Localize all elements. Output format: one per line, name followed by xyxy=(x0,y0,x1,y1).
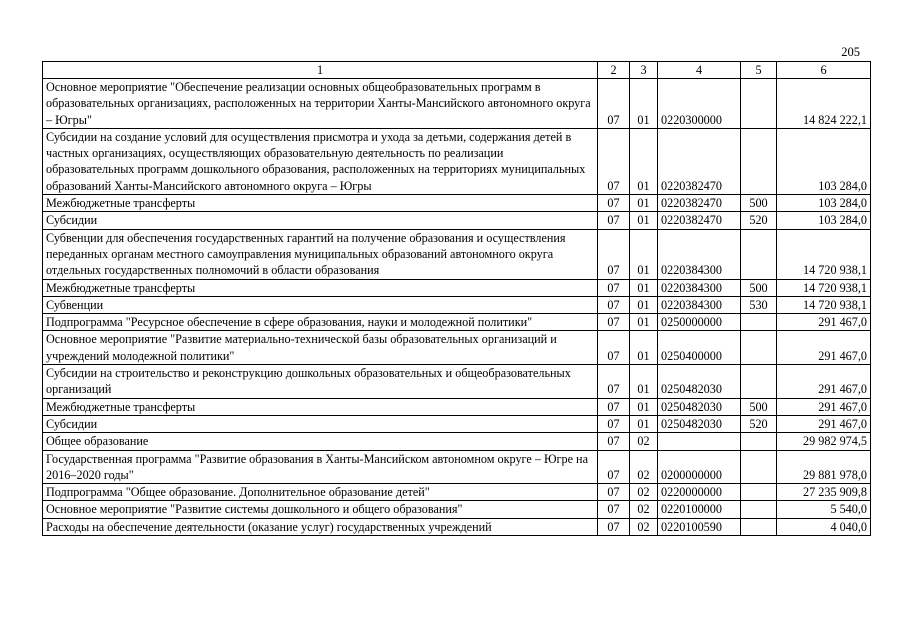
column-header: 6 xyxy=(777,62,871,79)
expense-type-code-cell: 500 xyxy=(741,279,777,296)
target-article-code-cell: 0220382470 xyxy=(658,195,741,212)
target-article-code-cell: 0200000000 xyxy=(658,450,741,484)
section-code-cell: 07 xyxy=(598,518,630,535)
amount-cell: 27 235 909,8 xyxy=(777,484,871,501)
target-article-code-cell: 0220384300 xyxy=(658,279,741,296)
amount-cell: 291 467,0 xyxy=(777,331,871,365)
section-code-cell: 07 xyxy=(598,296,630,313)
section-code-cell: 07 xyxy=(598,195,630,212)
table-row xyxy=(43,229,871,279)
table-row xyxy=(43,450,871,484)
subsection-code-cell: 02 xyxy=(630,484,658,501)
table-row xyxy=(43,518,871,535)
section-code-cell: 07 xyxy=(598,279,630,296)
table-row xyxy=(43,296,871,313)
row-name-cell: Субсидии xyxy=(43,415,598,432)
table-header-row xyxy=(43,62,871,79)
amount-cell: 29 881 978,0 xyxy=(777,450,871,484)
section-code-cell: 07 xyxy=(598,229,630,279)
budget-table xyxy=(42,61,871,536)
subsection-code-cell: 01 xyxy=(630,365,658,399)
row-name-cell: Межбюджетные трансферты xyxy=(43,279,598,296)
target-article-code-cell: 0220100590 xyxy=(658,518,741,535)
amount-cell: 14 720 938,1 xyxy=(777,279,871,296)
amount-cell: 5 540,0 xyxy=(777,501,871,518)
expense-type-code-cell xyxy=(741,433,777,450)
row-name-cell: Субвенции xyxy=(43,296,598,313)
expense-type-code-cell xyxy=(741,365,777,399)
row-name-cell: Расходы на обеспечение деятельности (оказание услуг) государственных учреждений xyxy=(43,518,598,535)
expense-type-code-cell xyxy=(741,314,777,331)
subsection-code-cell: 01 xyxy=(630,314,658,331)
row-name-cell: Основное мероприятие "Обеспечение реализации основных общеобразовательных программ в образовательных организациях, расположенных на территории Ханты-Мансийского автономного округа – Югры" xyxy=(43,79,598,129)
section-code-cell: 07 xyxy=(598,501,630,518)
section-code-cell: 07 xyxy=(598,314,630,331)
target-article-code-cell: 0250482030 xyxy=(658,398,741,415)
expense-type-code-cell: 500 xyxy=(741,398,777,415)
target-article-code-cell: 0220300000 xyxy=(658,79,741,129)
row-name-cell: Межбюджетные трансферты xyxy=(43,398,598,415)
row-name-cell: Субсидии на создание условий для осуществления присмотра и ухода за детьми, содержания детей в частных организациях, осуществляющих образовательную деятельность по реализации образовательных программ дошкольного образования, расположенных на территориях муниципальных образований Ханты-Мансийского автономного округа – Югры xyxy=(43,128,598,194)
section-code-cell: 07 xyxy=(598,128,630,194)
column-header: 3 xyxy=(630,62,658,79)
section-code-cell: 07 xyxy=(598,450,630,484)
amount-cell: 4 040,0 xyxy=(777,518,871,535)
expense-type-code-cell xyxy=(741,128,777,194)
table-body xyxy=(43,62,871,536)
amount-cell: 103 284,0 xyxy=(777,212,871,229)
section-code-cell: 07 xyxy=(598,212,630,229)
table-row xyxy=(43,314,871,331)
expense-type-code-cell: 530 xyxy=(741,296,777,313)
amount-cell: 291 467,0 xyxy=(777,415,871,432)
table-row xyxy=(43,195,871,212)
target-article-code-cell: 0220382470 xyxy=(658,212,741,229)
page-number: 205 xyxy=(841,45,860,59)
row-name-cell: Субсидии xyxy=(43,212,598,229)
amount-cell: 291 467,0 xyxy=(777,365,871,399)
table-row xyxy=(43,212,871,229)
section-code-cell: 07 xyxy=(598,484,630,501)
section-code-cell: 07 xyxy=(598,79,630,129)
table-row xyxy=(43,279,871,296)
target-article-code-cell: 0250000000 xyxy=(658,314,741,331)
section-code-cell: 07 xyxy=(598,415,630,432)
row-name-cell: Основное мероприятие "Развитие системы дошкольного и общего образования" xyxy=(43,501,598,518)
subsection-code-cell: 01 xyxy=(630,195,658,212)
subsection-code-cell: 01 xyxy=(630,229,658,279)
subsection-code-cell: 01 xyxy=(630,331,658,365)
row-name-cell: Подпрограмма "Ресурсное обеспечение в сфере образования, науки и молодежной политики" xyxy=(43,314,598,331)
expense-type-code-cell xyxy=(741,450,777,484)
expense-type-code-cell: 520 xyxy=(741,212,777,229)
column-header: 1 xyxy=(43,62,598,79)
subsection-code-cell: 01 xyxy=(630,296,658,313)
amount-cell: 103 284,0 xyxy=(777,128,871,194)
target-article-code-cell: 0220382470 xyxy=(658,128,741,194)
amount-cell: 291 467,0 xyxy=(777,314,871,331)
column-header: 2 xyxy=(598,62,630,79)
row-name-cell: Государственная программа "Развитие образования в Ханты-Мансийском автономном округе – Югре на 2016–2020 годы" xyxy=(43,450,598,484)
subsection-code-cell: 01 xyxy=(630,415,658,432)
amount-cell: 14 720 938,1 xyxy=(777,296,871,313)
amount-cell: 291 467,0 xyxy=(777,398,871,415)
section-code-cell: 07 xyxy=(598,398,630,415)
expense-type-code-cell xyxy=(741,484,777,501)
subsection-code-cell: 01 xyxy=(630,212,658,229)
table-row xyxy=(43,501,871,518)
amount-cell: 103 284,0 xyxy=(777,195,871,212)
table-row xyxy=(43,484,871,501)
target-article-code-cell: 0220100000 xyxy=(658,501,741,518)
column-header: 5 xyxy=(741,62,777,79)
subsection-code-cell: 02 xyxy=(630,433,658,450)
section-code-cell: 07 xyxy=(598,433,630,450)
expense-type-code-cell xyxy=(741,331,777,365)
target-article-code-cell: 0220000000 xyxy=(658,484,741,501)
expense-type-code-cell xyxy=(741,229,777,279)
amount-cell: 14 720 938,1 xyxy=(777,229,871,279)
target-article-code-cell: 0250400000 xyxy=(658,331,741,365)
expense-type-code-cell xyxy=(741,518,777,535)
row-name-cell: Межбюджетные трансферты xyxy=(43,195,598,212)
table-row xyxy=(43,365,871,399)
amount-cell: 14 824 222,1 xyxy=(777,79,871,129)
subsection-code-cell: 02 xyxy=(630,501,658,518)
subsection-code-cell: 01 xyxy=(630,398,658,415)
expense-type-code-cell xyxy=(741,501,777,518)
target-article-code-cell: 0250482030 xyxy=(658,365,741,399)
target-article-code-cell: 0250482030 xyxy=(658,415,741,432)
table-row xyxy=(43,331,871,365)
section-code-cell: 07 xyxy=(598,331,630,365)
expense-type-code-cell: 520 xyxy=(741,415,777,432)
row-name-cell: Основное мероприятие "Развитие материально-технической базы образовательных организаций и учреждений молодежной политики" xyxy=(43,331,598,365)
row-name-cell: Общее образование xyxy=(43,433,598,450)
subsection-code-cell: 02 xyxy=(630,518,658,535)
table-row xyxy=(43,398,871,415)
table-row xyxy=(43,415,871,432)
target-article-code-cell: 0220384300 xyxy=(658,229,741,279)
amount-cell: 29 982 974,5 xyxy=(777,433,871,450)
subsection-code-cell: 01 xyxy=(630,279,658,296)
expense-type-code-cell xyxy=(741,79,777,129)
table-row xyxy=(43,128,871,194)
column-header: 4 xyxy=(658,62,741,79)
row-name-cell: Субсидии на строительство и реконструкцию дошкольных образовательных и общеобразовательных организаций xyxy=(43,365,598,399)
table-row xyxy=(43,79,871,129)
target-article-code-cell xyxy=(658,433,741,450)
subsection-code-cell: 01 xyxy=(630,128,658,194)
subsection-code-cell: 02 xyxy=(630,450,658,484)
section-code-cell: 07 xyxy=(598,365,630,399)
target-article-code-cell: 0220384300 xyxy=(658,296,741,313)
expense-type-code-cell: 500 xyxy=(741,195,777,212)
table-row xyxy=(43,433,871,450)
row-name-cell: Подпрограмма "Общее образование. Дополнительное образование детей" xyxy=(43,484,598,501)
subsection-code-cell: 01 xyxy=(630,79,658,129)
row-name-cell: Субвенции для обеспечения государственных гарантий на получение образования и осуществления переданных органам местного самоуправления муниципальных образований автономного округа отдельных государственных полномочий в области образования xyxy=(43,229,598,279)
